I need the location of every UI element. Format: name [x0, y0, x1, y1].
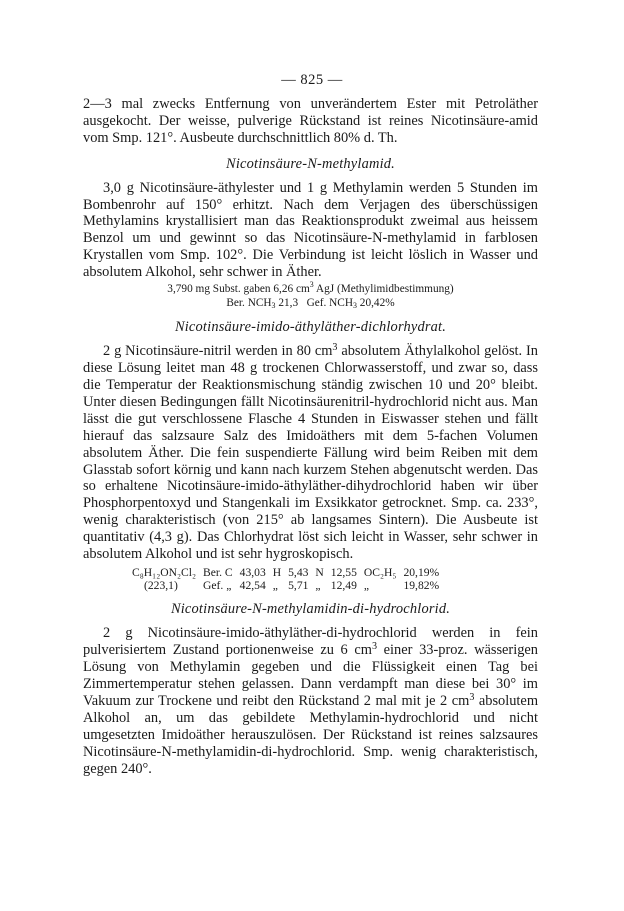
text-block — [83, 96, 538, 777]
analysis-line-2: Ber. $NCH_3$ 21,3 Gef. $NCH_3$ 20,42% — [226, 296, 395, 310]
elemental-analysis-table — [132, 566, 446, 592]
analysis-row-gef: (223,1) Gef. „ 42,54 „ 5,71 „ 12,49 „ 19,82% — [132, 579, 446, 592]
formula-compound: C₈H₁₂ON₂Cl₂ — [132, 565, 197, 579]
section-heading-methylamidin: Nicotinsäure-N-methylamidin-di-hydrochlorid. — [170, 601, 451, 618]
paragraph-methylamid: 3,0 g Nicotinsäure-äthylester und 1 g Methylamin werden 5 Stunden im Bombenrohr auf 150° erhitzt. Nach dem Verjagen des überschüssigen Methylamins krystallisiert man das Reaktionsprodukt zweimal aus heissem Benzol um und gewinnt so das Nicotinsäure-N-methylamid in farblosen Krystallen vom Smp. 102°. Die Verbindung ist leicht löslich in Wasser und absolutem Alkohol, sehr schwer in Äther. — [83, 179, 538, 281]
paragraph-imidoaether: 2 g Nicotinsäure-nitril werden in 80 $cm^3$ absolutem Äthylalkohol gelöst. In diese Lösung leitet man 48 g trockenen Chlorwasserstoff, und zwar so, dass die Temperatur der Reaktionsmischung ständig zwischen 10 und 20° bleibt. Unter diesen Bedingungen fällt Nicotinsäurenitril-hydrochlorid nicht aus. Man lässt die gut verschlossene Flasche 4 Stunden in Eiswasser stehen und fällt hierauf das salzsaure Salz des Imidoäthers mit dem 5-fachen Volumen absolutem Äther. Die fein suspendierte Fällung wird beim Reiben mit dem Glasstab sofort körnig und kann nach kurzem Stehen abgenutscht werden. Das so erhaltene Nicotinsäure-imido-äthyläther-dihydrochlorid haben wir über Phosphorpentoxyd und Stangenkali im Exsikkator getrocknet. Smp. ca. 233°, wenig charakteristisch (von 215° ab langsames Sintern). Die Ausbeute ist quantitativ (4,3 g). Das Chlorhydrat löst sich leicht in Wasser, sehr schwer in absolutem Alkohol und ist sehr hygroskopisch. — [83, 342, 538, 563]
formula-molecular-weight: (223,1) — [144, 579, 178, 593]
analysis-line-1: 3,790 mg Subst. gaben 6,26 $cm^3$ AgJ (Methylimidbestimmung) — [167, 280, 454, 296]
paragraph-intro: 2—3 mal zwecks Entfernung von unverändertem Ester mit Petroläther ausgekocht. Der weisse, pulverige Rückstand ist reines Nicotinsäure-amid vom Smp. 121°. Ausbeute durchschnittlich 80% d. Th. — [83, 96, 538, 146]
section-heading-imidoaether: Nicotinsäure-imido-äthyläther-dichlorhydrat. — [174, 319, 447, 336]
section-heading-methylamid: Nicotinsäure-N-methylamid. — [226, 155, 395, 172]
analysis-row-ber: C₈H₁₂ON₂Cl₂ Ber. C 43,03 H 5,43 N 12,55 OC₂H₅ 20,19% — [132, 565, 440, 579]
analysis-methylimid — [83, 280, 538, 310]
page-number: — 825 — — [281, 72, 343, 88]
paragraph-methylamidin: 2 g Nicotinsäure-imido-äthyläther-di-hydrochlorid werden in fein pulverisiertem Zustand portionenweise zu 6 $cm^3$ einer 33-proz. wässerigen Lösung von Methylamin gegeben und die Flüssigkeit einen Tag bei Zimmertemperatur stehen gelassen. Dann verdampft man diese bei 30° im Vakuum zur Trockene und reibt den Rückstand 2 mal mit je 2 $cm^3$ absolutem Alkohol an, um das gebildete Methylamin-hydrochlorid und nicht umgesetzten Imidoäther herauszulösen. Der Rückstand ist reines salzsaures Nicotinsäure-N-methylamidin-di-hydrochlorid. Smp. wenig charakteristisch, gegen 240°. — [83, 625, 539, 777]
